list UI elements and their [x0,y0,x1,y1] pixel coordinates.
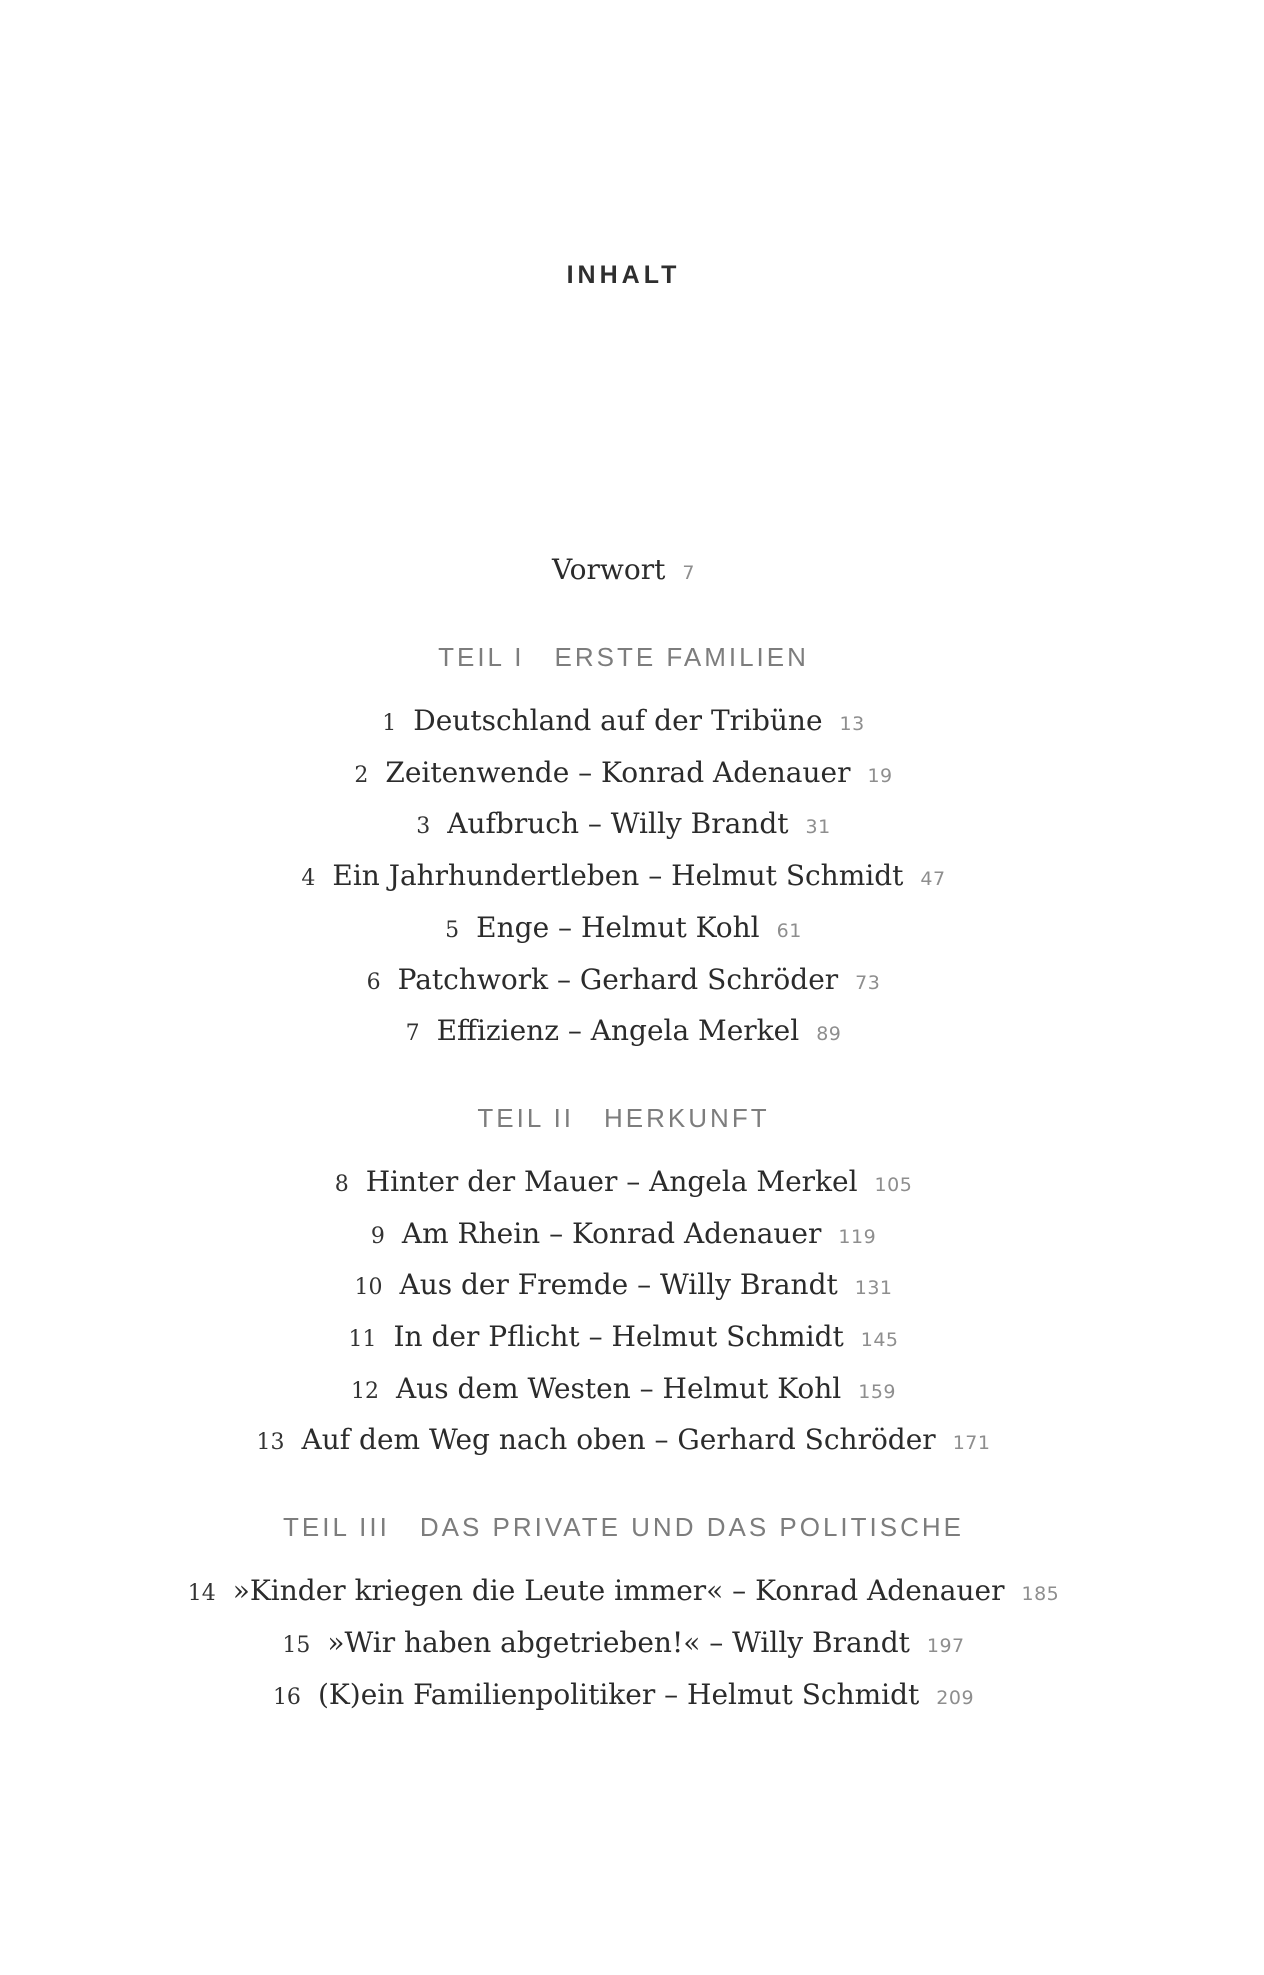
part-heading-2 [0,1104,1247,1132]
chapter-title: Enge – Helmut Kohl [476,910,760,944]
chapter-number: 9 [370,1223,385,1249]
chapter-list-1 [0,697,1247,1059]
chapter-page-number: 131 [854,1277,893,1300]
toc-entry[interactable] [0,1365,1247,1417]
chapter-number: 13 [256,1430,285,1456]
toc-entry[interactable] [0,1619,1247,1671]
toc-entry[interactable] [0,852,1247,904]
chapter-number: 11 [348,1327,377,1353]
chapter-page-number: 105 [874,1173,913,1196]
toc-entry[interactable] [0,1210,1247,1262]
chapter-page-number: 13 [839,713,865,735]
chapter-list-3 [0,1567,1247,1722]
chapter-page-number: 159 [858,1380,897,1403]
preface-title: Vorwort [552,553,666,586]
chapter-page-number: 171 [952,1432,991,1455]
chapter-title: Am Rhein – Konrad Adenauer [401,1216,822,1250]
chapter-number: 5 [445,917,460,943]
toc-entry[interactable] [0,1261,1247,1313]
chapter-number: 2 [354,762,369,788]
toc-entry[interactable] [0,1567,1247,1619]
part-heading-3 [0,1513,1247,1541]
chapter-title: Patchwork – Gerhard Schröder [397,962,839,996]
chapter-number: 3 [416,814,431,840]
chapter-page-number: 89 [816,1023,842,1046]
chapter-title: Aufbruch – Willy Brandt [447,807,789,841]
chapter-page-number: 145 [860,1329,899,1352]
chapter-list-2 [0,1158,1247,1468]
chapter-number: 14 [187,1581,216,1607]
chapter-title: Zeitenwende – Konrad Adenauer [385,755,851,789]
page-title: INHALT [566,261,681,289]
chapter-number: 15 [282,1632,311,1658]
chapter-number: 12 [350,1378,379,1404]
part-label: TEIL II [477,1102,575,1133]
chapter-page-number: 31 [805,816,831,839]
chapter-title: »Kinder kriegen die Leute immer« – Konrad Adenauer [232,1574,1005,1608]
chapter-page-number: 209 [936,1686,975,1709]
chapter-number: 6 [366,969,381,995]
preface-page-number: 7 [682,562,695,584]
chapter-number: 10 [354,1275,383,1301]
chapter-number: 8 [334,1171,349,1197]
chapter-number: 1 [382,711,397,736]
chapter-page-number: 61 [776,919,802,942]
chapter-title: Hinter der Mauer – Angela Merkel [365,1164,858,1198]
toc-entry[interactable] [0,800,1247,852]
part-subtitle: HERKUNFT [604,1102,770,1133]
chapter-title: Aus der Fremde – Willy Brandt [399,1268,838,1302]
part-subtitle: DAS PRIVATE UND DAS POLITISCHE [419,1512,964,1543]
toc-entry-preface[interactable] [0,545,1247,598]
chapter-title: Aus dem Westen – Helmut Kohl [395,1371,842,1405]
toc-entry[interactable] [0,1313,1247,1365]
chapter-page-number: 185 [1021,1583,1060,1606]
chapter-title: In der Pflicht – Helmut Schmidt [393,1320,844,1354]
chapter-title: Auf dem Weg nach oben – Gerhard Schröder [301,1423,936,1457]
toc-entry[interactable] [0,749,1247,801]
chapter-number: 4 [301,866,316,892]
part-label: TEIL III [283,1512,390,1543]
chapter-page-number: 19 [867,764,893,787]
chapter-title: Ein Jahrhundertleben – Helmut Schmidt [332,859,904,893]
part-heading-1 [0,643,1247,671]
part-label: TEIL I [438,642,525,672]
chapter-title: (K)ein Familienpolitiker – Helmut Schmidt [317,1677,920,1711]
chapter-number: 16 [272,1684,301,1710]
part-subtitle: ERSTE FAMILIEN [554,642,809,672]
toc-entry[interactable] [0,1158,1247,1210]
toc-entry[interactable] [0,956,1247,1008]
chapter-title: Deutschland auf der Tribüne [413,704,823,737]
toc-entry[interactable] [0,1671,1247,1723]
chapter-page-number: 47 [920,868,946,891]
chapter-title: Effizienz – Angela Merkel [436,1014,800,1048]
chapter-page-number: 197 [926,1634,965,1657]
chapter-number: 7 [405,1021,420,1047]
toc-entry[interactable] [0,1007,1247,1059]
chapter-title: »Wir haben abgetrieben!« – Willy Brandt [327,1625,910,1659]
toc-entry[interactable] [0,1416,1247,1468]
toc-entry[interactable] [0,904,1247,956]
chapter-page-number: 73 [855,971,881,994]
chapter-page-number: 119 [838,1225,877,1248]
toc-entry[interactable] [0,697,1247,749]
